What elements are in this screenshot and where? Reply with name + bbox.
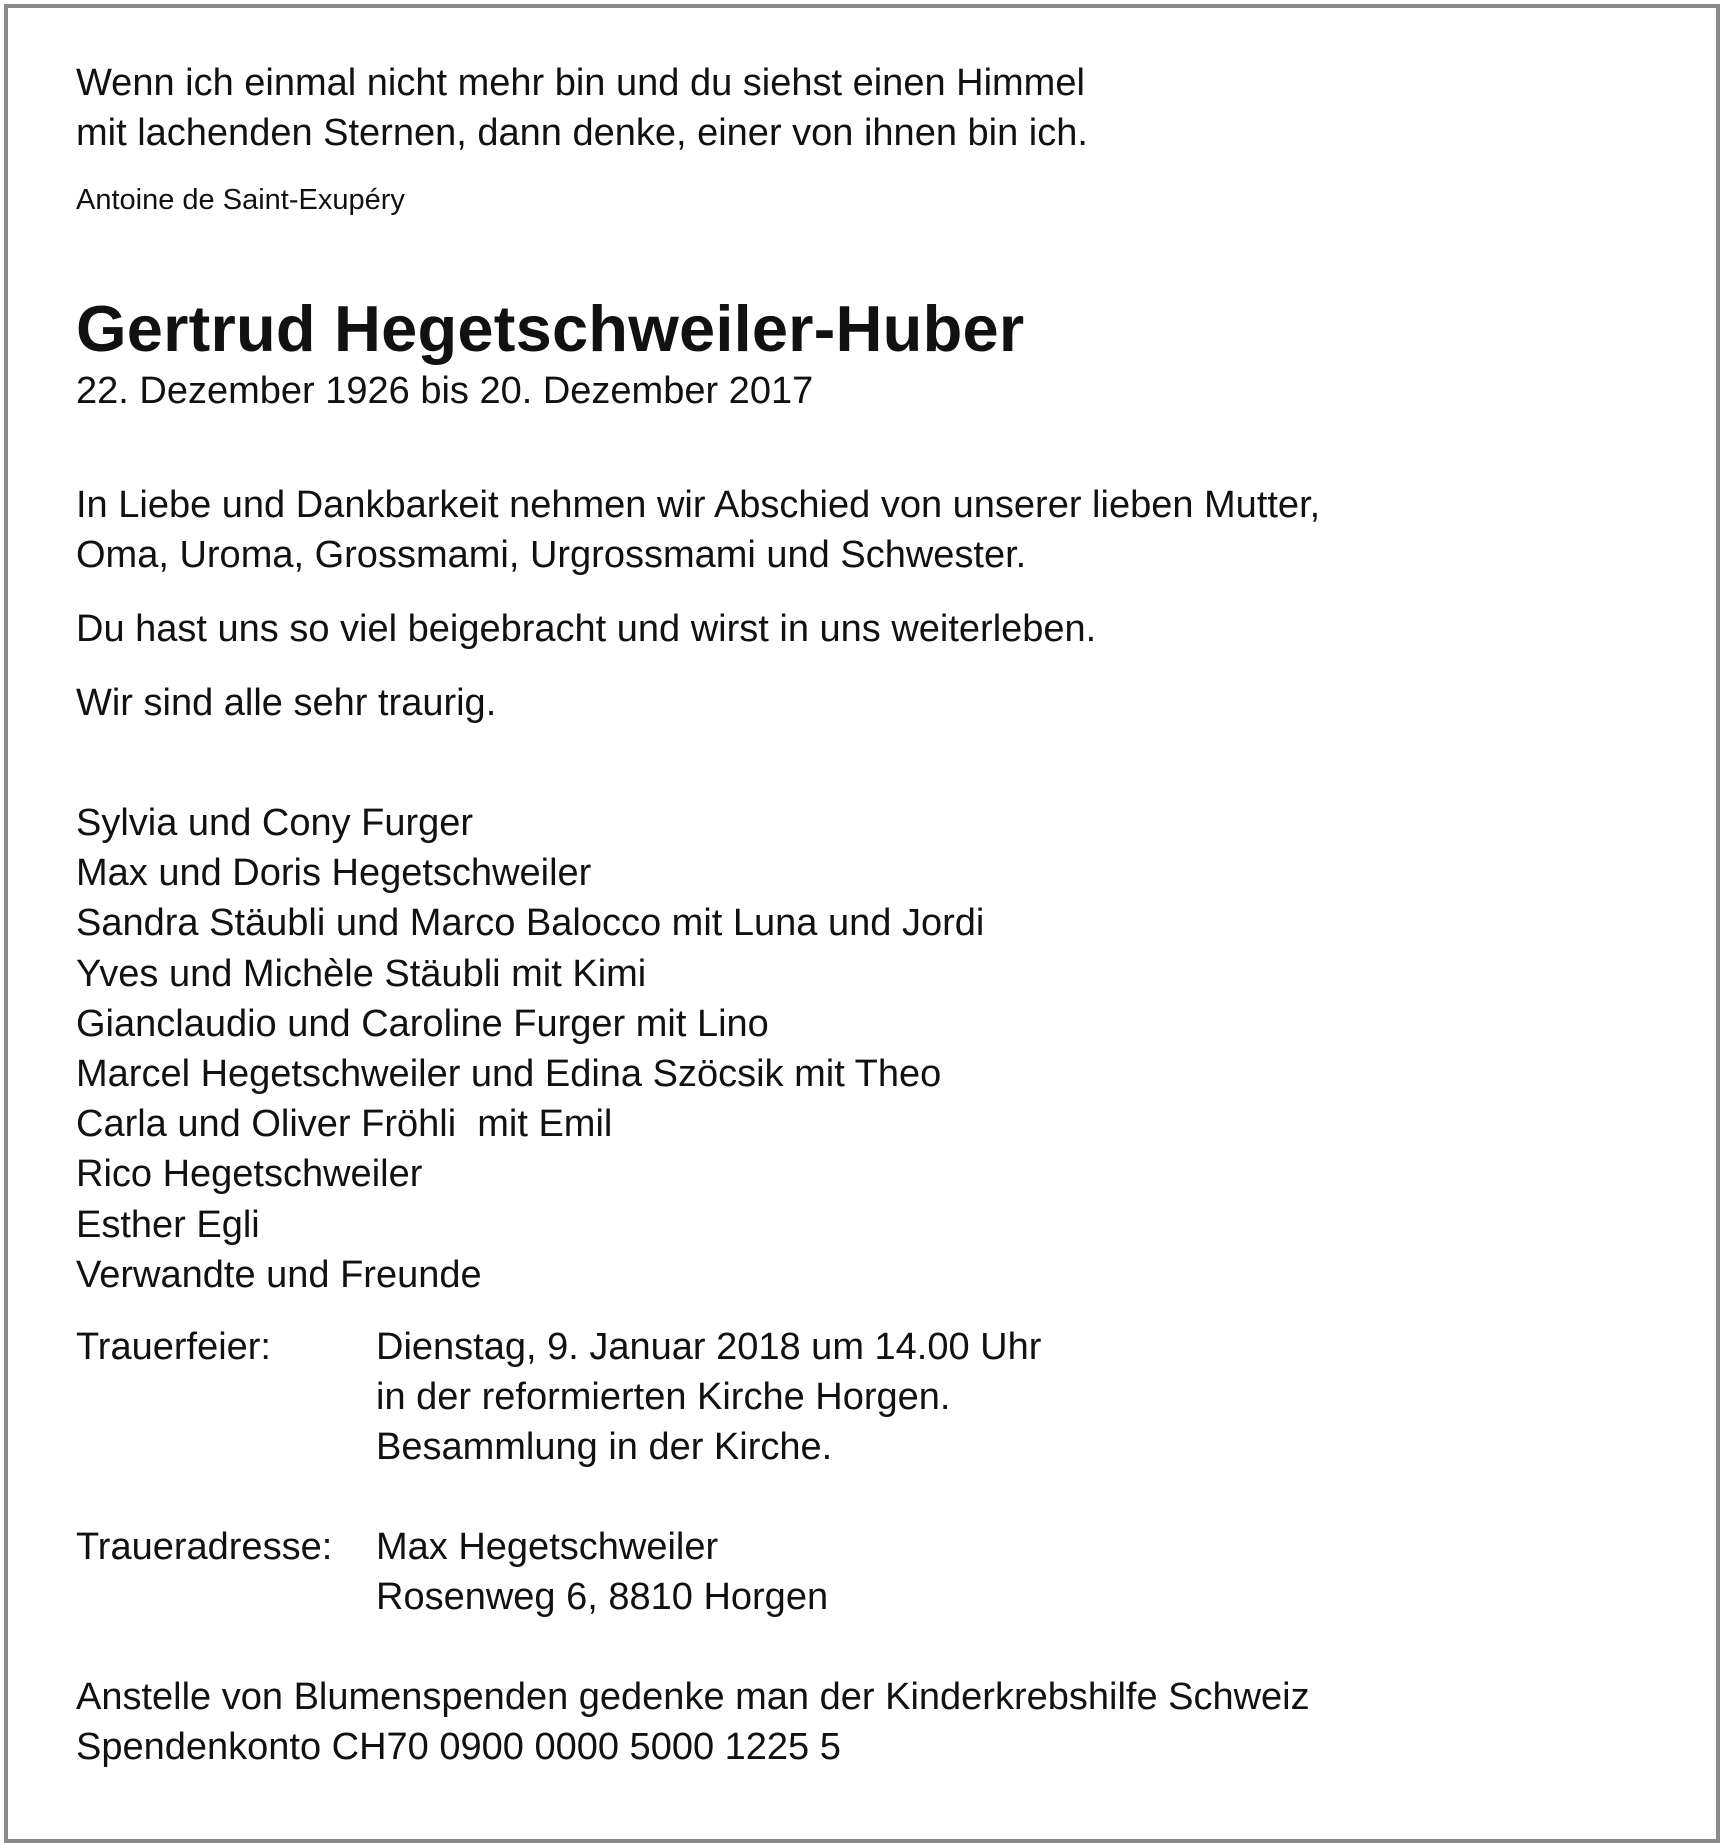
quote-line: mit lachenden Sternen, dann denke, einer von ihnen bin ich.	[76, 112, 1088, 154]
ceremony-row	[76, 1322, 1676, 1472]
ceremony-line: Besammlung in der Kirche.	[376, 1426, 833, 1469]
message-line: Oma, Uroma, Grossmami, Urgrossmami und Schwester.	[76, 534, 1027, 576]
quote	[76, 58, 1676, 158]
donation-note	[76, 1672, 1676, 1772]
mourner-entry: Gianclaudio und Caroline Furger mit Lino	[76, 1002, 769, 1045]
ceremony-line: in der reformierten Kirche Horgen.	[376, 1376, 951, 1419]
message-line: Du hast uns so viel beigebracht und wirst in uns weiterleben.	[76, 608, 1097, 650]
address-details	[376, 1522, 1676, 1622]
deceased-name: Gertrud Hegetschweiler-Huber	[76, 292, 1025, 365]
mourner-entry: Esther Egli	[76, 1203, 260, 1246]
farewell-message	[76, 480, 1676, 580]
mourner-entry: Verwandte und Freunde	[76, 1253, 482, 1296]
obituary-content	[76, 58, 1676, 1772]
ceremony-details	[376, 1322, 1676, 1472]
address-row	[76, 1522, 1676, 1622]
mourner-entry: Sandra Stäubli und Marco Balocco mit Luna und Jordi	[76, 902, 985, 945]
mourners-list	[76, 798, 1676, 1300]
mourner-entry: Sylvia und Cony Furger	[76, 802, 474, 844]
donation-line: Anstelle von Blumenspenden gedenke man der Kinderkrebshilfe Schweiz	[76, 1676, 1310, 1719]
address-line: Max Hegetschweiler	[376, 1526, 719, 1569]
mourner-entry: Rico Hegetschweiler	[76, 1153, 423, 1196]
service-info	[76, 1322, 1676, 1622]
address-line: Rosenweg 6, 8810 Horgen	[376, 1576, 829, 1619]
life-dates: 22. Dezember 1926 bis 20. Dezember 2017	[76, 370, 814, 412]
donation-account: Spendenkonto CH70 0900 0000 5000 1225 5	[76, 1726, 841, 1769]
quote-line: Wenn ich einmal nicht mehr bin und du siehst einen Himmel	[76, 62, 1085, 104]
message-line: Wir sind alle sehr traurig.	[76, 682, 497, 724]
ceremony-label: Trauerfeier:	[76, 1326, 271, 1369]
ceremony-line: Dienstag, 9. Januar 2018 um 14.00 Uhr	[376, 1326, 1042, 1369]
quote-author: Antoine de Saint-Exupéry	[76, 184, 405, 216]
address-label: Traueradresse:	[76, 1526, 333, 1569]
obituary-frame	[4, 4, 1720, 1843]
message-line: In Liebe und Dankbarkeit nehmen wir Abschied von unserer lieben Mutter,	[76, 484, 1321, 526]
mourner-entry: Max und Doris Hegetschweiler	[76, 852, 592, 895]
mourner-entry: Yves und Michèle Stäubli mit Kimi	[76, 952, 647, 995]
mourner-entry: Marcel Hegetschweiler und Edina Szöcsik mit Theo	[76, 1053, 942, 1096]
mourner-entry: Carla und Oliver Fröhli mit Emil	[76, 1103, 613, 1146]
